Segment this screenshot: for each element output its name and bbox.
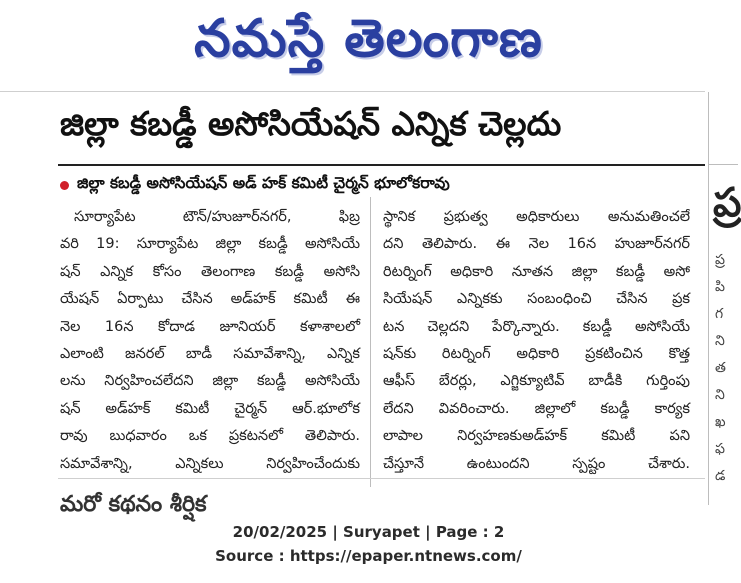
article-column-1 xyxy=(60,204,360,478)
column-line: లేదని వివరించారు. జిల్లాలో కబడ్డీ కార్యక xyxy=(383,400,690,417)
footer-date-edition: 20/02/2025 | Suryapet | Page : 2 xyxy=(232,523,505,541)
cut-off-next-headline: మరో కథనం శీర్షిక xyxy=(60,492,207,517)
article-subheadline xyxy=(60,174,450,196)
strip-glyph: ని xyxy=(715,333,725,349)
column-line: వరి 19: సూర్యాపేట జిల్లా కబడ్డీ అసోసియే xyxy=(60,236,360,253)
column-line: రావు బుధవారం ఒక ప్రకటనలో తెలిపారు. xyxy=(60,428,360,445)
column-line: స్థానిక ప్రభుత్వ అధికారులు అనుమతించలే xyxy=(383,209,690,225)
column-line: సమావేశాన్ని, ఎన్నికలు నిర్వహించేందుకు xyxy=(60,455,360,472)
column-line: దని తెలిపారు. ఈ నెల 16న హుజూర్‌నగర్ xyxy=(383,236,690,253)
strip-glyph: ఫ xyxy=(715,441,725,457)
column-line: రిటర్నింగ్ అధికారి నూతన జిల్లా కబడ్డీ అసో xyxy=(383,263,690,280)
column-line: ఎలాంటి జనరల్ బాడీ సమావేశాన్ని, ఎన్నిక xyxy=(60,346,360,363)
column-line: టన చెల్లదని పేర్కొన్నారు. కబడ్డీ అసోసియే xyxy=(383,318,690,335)
strip-glyph: ప్ర xyxy=(715,252,725,268)
column-line: లను నిర్వహించలేదని జిల్లా కబడ్డీ అసోసియే xyxy=(60,373,360,390)
column-line: నెల 16న కోదాడ జూనియర్ కళాశాలలో xyxy=(60,318,360,335)
bullet-icon xyxy=(60,181,69,190)
strip-glyph: డ xyxy=(715,468,726,484)
masthead xyxy=(0,0,737,90)
strip-glyph: ని xyxy=(715,387,725,403)
article-headline: జిల్లా కబడ్డీ అసోసియేషన్ ఎన్నిక చెల్లదు xyxy=(60,104,562,143)
column-line: లాపాల నిర్వహణకుఅడ్‌హక్ కమిటీ పని xyxy=(383,428,690,445)
column-line: షన్ ఎన్నిక కోసం తెలంగాణ కబడ్డీ అసోసి xyxy=(60,263,360,280)
column-line: సియేషన్ ఎన్నికకు సంబంధించి చేసిన ప్రక xyxy=(383,291,690,308)
column-line: ఆఫీస్ బేరర్లు, ఎగ్జిక్యూటివ్ బాడీకి గుర్తింపు xyxy=(383,373,690,390)
clipping-footer xyxy=(0,520,737,568)
headline-rule xyxy=(58,164,705,166)
column-line: షన్ అడ్‌హక్ కమిటీ చైర్మన్ ఆర్.భూలోక xyxy=(60,400,360,417)
footer-source: Source : https://epaper.ntnews.com/ xyxy=(215,547,522,565)
column-line: సూర్యాపేట టౌన్/హుజూర్‌నగర్, ఫిబ్ర xyxy=(74,209,360,225)
strip-glyph: గ xyxy=(715,306,724,322)
adjacent-article-strip xyxy=(708,92,741,505)
masthead-title: నమస్తే తెలంగాణ xyxy=(194,8,543,69)
strip-glyph: ఖ xyxy=(715,414,726,430)
article-bottom-rule xyxy=(58,478,705,479)
masthead-rule xyxy=(0,91,705,92)
subheadline-text: జిల్లా కబడ్డీ అసోసియేషన్ అడ్ హక్ కమిటీ చైర్మన్ భూలోకరావు xyxy=(77,174,450,192)
column-line: చేస్తూనే ఉంటుందని స్పష్టం చేశారు. xyxy=(383,455,690,472)
strip-rule xyxy=(709,164,738,165)
article-column-2 xyxy=(383,204,690,478)
column-line: షన్‌కు రిటర్నింగ్ అధికారి ప్రకటించిన కొత్త xyxy=(383,346,690,363)
column-line: యేషన్ ఏర్పాటు చేసిన అడ్‌హక్ కమిటీ ఈ xyxy=(60,291,360,308)
column-divider xyxy=(370,197,371,487)
strip-glyph: పి xyxy=(715,279,725,295)
strip-glyph: త xyxy=(715,360,726,376)
strip-large-glyph: ప్ర xyxy=(713,180,741,226)
